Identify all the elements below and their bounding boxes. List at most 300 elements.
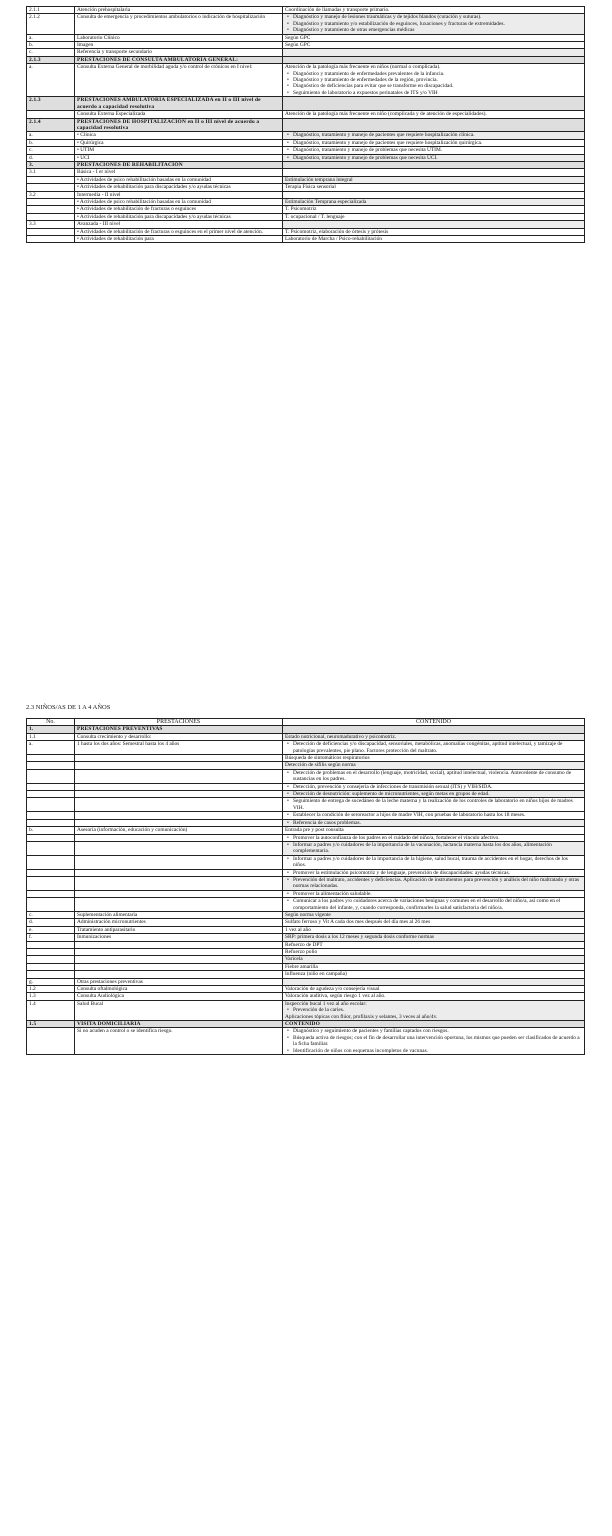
- row-number: 2.1.4: [27, 118, 75, 132]
- row-prestacion: PRESTACIONES DE REHABILITACIÓN: [75, 161, 283, 168]
- row-contenido: [283, 118, 585, 132]
- table-row: [27, 1028, 585, 1055]
- contenido-text: 1 vez al año: [285, 926, 311, 933]
- contenido-text: Según norma vigente: [285, 911, 331, 918]
- row-number: [27, 791, 75, 798]
- table-row: [27, 783, 585, 790]
- table-row: [27, 755, 585, 762]
- row-contenido: [283, 956, 585, 963]
- list-item: • Detección de deficiencias y/o discapacidad, sensoriales, metabólicas, anomalías congénitas, aptitud intelectual, y tamizaje de patologías prevalentes, pie plano. Factores protección del maltrato.: [293, 741, 582, 754]
- contenido-text: Atención de la patología más frecuente en niños (normal o complicada).: [285, 64, 441, 71]
- table-row: [27, 14, 585, 34]
- row-number: [27, 812, 75, 819]
- row-prestacion: Atención prehospitalaria: [75, 7, 283, 14]
- row-prestacion: Si no acuden a control o se identifica riesgo.: [75, 1028, 283, 1055]
- row-prestacion: PRESTACIONES AMBULATORIA ESPECIALIZADA en II o III nivel de acuerdo a capacidad resolutiva: [75, 97, 283, 111]
- table-row: [27, 798, 585, 812]
- table-row: [27, 726, 585, 733]
- row-number: [27, 971, 75, 978]
- contenido-text: Influenza (niño en campaña): [285, 971, 347, 978]
- contenido-text: Estimulación Temprana especializada: [285, 198, 367, 205]
- contenido-list: [285, 820, 582, 826]
- row-contenido: [283, 221, 585, 228]
- contenido-list: [285, 877, 582, 890]
- row-prestacion: PRESTACIONES PREVENTIVAS: [75, 726, 283, 733]
- row-contenido: [283, 132, 585, 139]
- row-prestacion: Imagen: [75, 42, 283, 49]
- table-row: [27, 769, 585, 783]
- contenido-text: Refuerzo polio: [285, 949, 318, 955]
- list-item: • Diagnóstico y tratamiento y/o estabilización de esguinces, luxaciones y fracturas de extremidades.: [293, 21, 582, 27]
- row-contenido: [283, 97, 585, 111]
- row-prestacion: • Actividades de rehabilitación para discapacidades y/o ayudas técnicas: [75, 184, 283, 191]
- row-contenido: [283, 869, 585, 876]
- row-contenido: [283, 841, 585, 855]
- row-prestacion: • UTIM: [75, 147, 283, 154]
- row-number: 1.4: [27, 1000, 75, 1020]
- row-number: [27, 769, 75, 783]
- table-row: [27, 132, 585, 139]
- row-contenido: [283, 56, 585, 63]
- row-number: a.: [27, 132, 75, 139]
- list-item: • Diagnóstico, tratamiento y manejo de pacientes que requiere hospitalización clínica.: [293, 132, 582, 138]
- table-row: [27, 64, 585, 97]
- contenido-text: Valoración de agudeza y/o consejería visual: [285, 986, 380, 993]
- row-prestacion: Inmunizaciones: [75, 934, 283, 941]
- row-number: a.: [27, 741, 75, 755]
- row-contenido: [283, 176, 585, 183]
- contenido-text: SRP: primera dosis a los 12 meses y segunda dosis conforme normas: [285, 934, 434, 941]
- row-number: d.: [27, 919, 75, 926]
- list-item: • Detección de problemas en el desarrollo (lenguaje, motricidad, social), aptitud intelectual, violencia. Antecedente de consumo de sustancias en los padres.: [293, 770, 582, 783]
- table-row: [27, 855, 585, 869]
- row-number: 1.: [27, 726, 75, 733]
- table-row: [27, 812, 585, 819]
- contenido-list: [285, 791, 582, 797]
- table-row: [27, 876, 585, 890]
- preventive-services-table: [26, 718, 585, 1055]
- row-prestacion: Básica - I er nivel: [75, 169, 283, 176]
- row-number: [27, 949, 75, 956]
- table-row: [27, 206, 585, 213]
- list-item: • Diagnóstico, tratamiento y manejo de pacientes que requiere hospitalización quirúrgica.: [293, 140, 582, 146]
- row-contenido: [283, 147, 585, 154]
- contenido-list: [285, 898, 582, 911]
- row-contenido: [283, 154, 585, 161]
- table-row: [27, 236, 585, 243]
- table-row: [27, 34, 585, 41]
- contenido-list: [285, 140, 582, 146]
- table-row: [27, 919, 585, 926]
- table-row: [27, 827, 585, 834]
- row-number: a.: [27, 34, 75, 41]
- list-item: • Prevención del maltrato, accidentes y deficiencias. Aplicación de instrumentos para prevención y análisis del niño maltratado y otras normas relacionadas.: [293, 877, 582, 890]
- row-contenido: [283, 139, 585, 146]
- row-number: 3.1: [27, 169, 75, 176]
- list-item: • Diagnóstico, tratamiento y manejo de problemas que necesita UCI.: [293, 155, 582, 161]
- row-prestacion: Avanzada - III nivel: [75, 221, 283, 228]
- row-prestacion: Administración micronutrientes: [75, 919, 283, 926]
- row-contenido: [283, 978, 585, 985]
- table-row: [27, 49, 585, 56]
- row-number: [27, 184, 75, 191]
- table-row: [27, 1000, 585, 1020]
- row-number: [27, 841, 75, 855]
- row-prestacion: [75, 876, 283, 890]
- section-caption: 2.3 NIÑOS/AS DE 1 A 4 AÑOS: [26, 704, 111, 711]
- table-row: [27, 890, 585, 897]
- list-item: • Diagnóstico y tratamiento de enfermedades de la región, provincia.: [293, 77, 582, 83]
- row-prestacion: Laboratorio Clínico: [75, 34, 283, 41]
- row-prestacion: • Quirúrgica: [75, 139, 283, 146]
- row-prestacion: [75, 791, 283, 798]
- contenido-list: [285, 784, 582, 790]
- list-item: • Detección de desnutrición: suplemento de micronutrientes, según metas en grupos de edad.: [293, 791, 582, 797]
- row-prestacion: 1 hasta los dos años: Semestral hasta los 4 años: [75, 741, 283, 755]
- row-prestacion: [75, 819, 283, 826]
- list-item: • Prevención de la caries.: [293, 1007, 582, 1013]
- contenido-text: Según GPC: [285, 34, 311, 41]
- contenido-list: [285, 14, 582, 33]
- row-number: 3.: [27, 161, 75, 168]
- contenido-list: [285, 812, 582, 818]
- row-number: [27, 762, 75, 769]
- contenido-text: T. Psicomotriz, elaboración de órtesis y prótesis: [285, 228, 389, 235]
- row-contenido: [283, 798, 585, 812]
- row-prestacion: Suplementación alimentaria: [75, 911, 283, 918]
- top-services-table: [26, 6, 585, 243]
- contenido-list: [285, 1007, 582, 1013]
- list-item: • Identificación de niños con esquemas incompletos de vacunas.: [293, 1048, 582, 1054]
- row-prestacion: [75, 855, 283, 869]
- table-row: [27, 118, 585, 132]
- row-prestacion: • Actividades de psico rehabilitación basadas en la comunidad: [75, 176, 283, 183]
- table-row: [27, 956, 585, 963]
- row-contenido: [283, 827, 585, 834]
- table-row: [27, 971, 585, 978]
- row-number: [27, 236, 75, 243]
- row-contenido: [283, 855, 585, 869]
- table-row: [27, 993, 585, 1000]
- row-prestacion: [75, 798, 283, 812]
- table-row: [27, 978, 585, 985]
- row-number: c.: [27, 911, 75, 918]
- contenido-text: T. ocupacional / T. lenguaje: [285, 213, 345, 220]
- row-number: [27, 834, 75, 841]
- table-row: [27, 154, 585, 161]
- list-item: • Establecer la condición de seroreactor a hijos de madre VIH, con pruebas de laboratorio hasta los 18 meses.: [293, 812, 582, 818]
- row-prestacion: Asesoría (información, educación y comunicación): [75, 827, 283, 834]
- row-contenido: [283, 986, 585, 993]
- list-item: • Promover la autoconfianza de los padres en el cuidado del niño/a, fortalecer el vínculo afectivo.: [293, 835, 582, 841]
- row-contenido: [283, 898, 585, 912]
- row-contenido: [283, 762, 585, 769]
- row-contenido: [283, 184, 585, 191]
- list-item: • Seguimiento de laboratorio a expuestos perinatales de ITS y/o VIH: [293, 90, 582, 96]
- row-contenido: [283, 1028, 585, 1055]
- row-prestacion: PRESTACIONES DE CONSULTA AMBULATORIA GENERAL:: [75, 56, 283, 63]
- row-prestacion: Consulta Externa General de morbilidad aguda y/o control de crónicos en I nivel:: [75, 64, 283, 97]
- row-prestacion: Referencia y transporte secundario: [75, 49, 283, 56]
- row-contenido: [283, 819, 585, 826]
- row-prestacion: [75, 956, 283, 963]
- row-contenido: [283, 876, 585, 890]
- table-row: [27, 176, 585, 183]
- contenido-list: [285, 132, 582, 138]
- contenido-text: Sulfato ferroso y Vit A cada dos mes después del día mes al 26 mes: [285, 919, 431, 926]
- row-number: [27, 755, 75, 762]
- contenido-text: Inspección bucal 1 vez al año escolar:: [285, 1000, 367, 1007]
- row-contenido: [283, 213, 585, 220]
- row-prestacion: VISITA DOMICILIARIA: [75, 1021, 283, 1028]
- table-header-row: [27, 719, 585, 726]
- row-contenido: [283, 783, 585, 790]
- table-row: [27, 56, 585, 63]
- table-row: [27, 198, 585, 205]
- header-prestaciones: PRESTACIONES: [75, 719, 283, 726]
- table-row: [27, 762, 585, 769]
- row-prestacion: Intermedia - II nivel: [75, 191, 283, 198]
- table-row: [27, 986, 585, 993]
- row-number: [27, 798, 75, 812]
- table-row: [27, 7, 585, 14]
- row-prestacion: [75, 869, 283, 876]
- contenido-text: Varicela: [285, 956, 303, 963]
- table-row: [27, 228, 585, 235]
- row-number: 2.1.1: [27, 7, 75, 14]
- row-number: [27, 176, 75, 183]
- table-row: [27, 213, 585, 220]
- row-contenido: [283, 1021, 585, 1028]
- row-number: b.: [27, 42, 75, 49]
- row-contenido: [283, 812, 585, 819]
- row-number: c.: [27, 49, 75, 56]
- row-contenido: [283, 34, 585, 41]
- table-row: [27, 147, 585, 154]
- row-contenido: [283, 941, 585, 948]
- row-number: c.: [27, 147, 75, 154]
- contenido-list: [285, 147, 582, 153]
- row-prestacion: [75, 783, 283, 790]
- row-prestacion: [75, 755, 283, 762]
- row-number: [27, 890, 75, 897]
- row-prestacion: [75, 834, 283, 841]
- list-item: • Promover la estimulación psicomotriz y de lenguaje, prevención de discapacidades: ayudas técnicas.: [293, 870, 582, 876]
- row-number: e.: [27, 926, 75, 933]
- table-row: [27, 42, 585, 49]
- row-prestacion: Consulta Audiológica: [75, 993, 283, 1000]
- row-contenido: [283, 733, 585, 740]
- row-number: [27, 1028, 75, 1055]
- row-contenido: [283, 834, 585, 841]
- row-prestacion: • Actividades de rehabilitación de fracturas o esguinces en el primer nivel de atención.: [75, 228, 283, 235]
- row-prestacion: Consulta oftalmológica: [75, 986, 283, 993]
- contenido-text: Valoración auditiva, según riesgo 1 vez al año.: [285, 993, 386, 1000]
- table-row: [27, 139, 585, 146]
- contenido-text: Búsqueda de sintomáticos respiratorios: [285, 755, 370, 762]
- row-number: [27, 956, 75, 963]
- list-item: • Informar a padres y/o cuidadores de la importancia de la higiene, salud bucal, trauma de accidentes en el hogar, derechos de los niños.: [293, 856, 582, 869]
- row-contenido: [283, 206, 585, 213]
- table-row: [27, 949, 585, 956]
- row-contenido: [283, 755, 585, 762]
- table-row: [27, 926, 585, 933]
- row-contenido: [283, 971, 585, 978]
- table-row: [27, 733, 585, 740]
- contenido-text: Entrada pre y post consulta: [285, 827, 344, 834]
- list-item: • Diagnóstico y tratamiento de enfermedades prevalentes de la infancia.: [293, 71, 582, 77]
- table-row: [27, 941, 585, 948]
- row-number: [27, 198, 75, 205]
- row-number: a.: [27, 64, 75, 97]
- table-row: [27, 791, 585, 798]
- row-contenido: [283, 791, 585, 798]
- row-number: [27, 228, 75, 235]
- contenido-list: [285, 891, 582, 897]
- row-number: 2.1.3: [27, 56, 75, 63]
- row-prestacion: [75, 971, 283, 978]
- row-number: b.: [27, 139, 75, 146]
- list-item: • Informar a padres y/o cuidadores de la importancia de la vacunación, lactancia materna hasta los dos años, alimentación complementaria.: [293, 842, 582, 855]
- table-row: [27, 834, 585, 841]
- list-item: • Diagnóstico y manejo de lesiones traumáticas y de tejidos blandos (curación y suturas).: [293, 14, 582, 20]
- row-prestacion: • Actividades de rehabilitación de fracturas o esguinces: [75, 206, 283, 213]
- contenido-extra: Aplicaciones tópicas con flúor, profilaxis y selantes, 3 veces al año/4v.: [285, 1013, 438, 1020]
- row-number: [27, 855, 75, 869]
- row-number: f.: [27, 934, 75, 941]
- row-prestacion: [75, 963, 283, 970]
- row-contenido: [283, 42, 585, 49]
- table-row: [27, 898, 585, 912]
- row-prestacion: • Actividades de rehabilitación para: [75, 236, 283, 243]
- row-contenido: [283, 926, 585, 933]
- contenido-list: [285, 741, 582, 754]
- row-number: 1.2: [27, 986, 75, 993]
- row-prestacion: Otras prestaciones preventivas: [75, 978, 283, 985]
- row-number: [27, 213, 75, 220]
- table-row: [27, 97, 585, 111]
- row-contenido: [283, 769, 585, 783]
- list-item: • Diagnóstico y tratamiento de otras emergencias médicas: [293, 27, 582, 33]
- list-item: • Búsqueda activa de riesgos; con el fin de desarrollar una intervención oportuna, los mismos que pueden ser clasificados de acuerdo a la ficha familiar.: [293, 1035, 582, 1048]
- row-number: g.: [27, 978, 75, 985]
- row-contenido: [283, 111, 585, 118]
- list-item: • Diagnóstico y seguimiento de pacientes y familias captados con riesgos.: [293, 1028, 582, 1034]
- contenido-list: [285, 842, 582, 855]
- table-row: [27, 819, 585, 826]
- row-prestacion: PRESTACIONES DE HOSPITALIZACIÓN en II o III nivel de acuerdo a capacidad resolutiva: [75, 118, 283, 132]
- row-contenido: [283, 49, 585, 56]
- table-row: [27, 963, 585, 970]
- row-contenido: [283, 890, 585, 897]
- contenido-text: Refuerzo de DPT: [285, 941, 323, 948]
- row-number: [27, 941, 75, 948]
- table-row: [27, 741, 585, 755]
- row-contenido: [283, 741, 585, 755]
- table-row: [27, 841, 585, 855]
- contenido-list: [285, 1028, 582, 1054]
- row-number: 1.3: [27, 993, 75, 1000]
- contenido-text: Terapia Física sensorial: [285, 184, 336, 191]
- contenido-list: [285, 71, 582, 97]
- row-prestacion: Consulta Externa Especializada: [75, 111, 283, 118]
- row-number: [27, 111, 75, 118]
- contenido-text: Según GPC: [285, 42, 311, 49]
- table-row: [27, 221, 585, 228]
- contenido-list: [285, 798, 582, 811]
- row-contenido: [283, 934, 585, 941]
- row-number: 2.1.2: [27, 14, 75, 34]
- row-number: b.: [27, 827, 75, 834]
- row-contenido: [283, 198, 585, 205]
- row-contenido: [283, 228, 585, 235]
- row-prestacion: [75, 812, 283, 819]
- table-row: [27, 911, 585, 918]
- row-number: 3.3: [27, 221, 75, 228]
- row-contenido: [283, 919, 585, 926]
- row-prestacion: [75, 841, 283, 855]
- row-contenido: [283, 993, 585, 1000]
- contenido-text: T. Psicomotriz: [285, 206, 317, 213]
- row-prestacion: [75, 890, 283, 897]
- list-item: • Comunicar a los padres y/o cuidadores acerca de variaciones benignas y comunes en el desarrollo del niño/a, así como en el comportamiento del infante, y, cuando corresponda, confirmarles la salud satisfactoria del niño/a.: [293, 898, 582, 911]
- table-row: [27, 184, 585, 191]
- contenido-list: [285, 155, 582, 161]
- row-contenido: [283, 161, 585, 168]
- contenido-text: Fiebre amarilla: [285, 963, 318, 970]
- list-item: • Promover la alimentación saludable.: [293, 891, 582, 897]
- row-prestacion: • Actividades de rehabilitación para discapacidades y/o ayudas técnicas: [75, 213, 283, 220]
- contenido-text: Laboratorio de Marcha / Psico-rehabilitación: [285, 236, 382, 242]
- table-row: [27, 111, 585, 118]
- contenido-list: [285, 870, 582, 876]
- row-number: d.: [27, 154, 75, 161]
- row-contenido: [283, 14, 585, 34]
- row-prestacion: • Clínica: [75, 132, 283, 139]
- row-prestacion: • Actividades de psico rehabilitación basadas en la comunidad: [75, 198, 283, 205]
- contenido-text: CONTENIDO: [285, 1021, 321, 1028]
- table-row: [27, 191, 585, 198]
- row-contenido: [283, 169, 585, 176]
- row-prestacion: Consulta crecimiento y desarrollo:: [75, 733, 283, 740]
- header-no: No.: [27, 719, 75, 726]
- row-number: [27, 819, 75, 826]
- row-number: 3.2: [27, 191, 75, 198]
- row-contenido: [283, 64, 585, 97]
- row-number: [27, 898, 75, 912]
- table-row: [27, 1021, 585, 1028]
- row-contenido: [283, 7, 585, 14]
- contenido-text: Estimulación temprana integral: [285, 176, 353, 183]
- list-item: • Detección, prevención y consejería de infecciones de transmisión sexual (ITS) y VIH/SIDA.: [293, 784, 582, 790]
- row-contenido: [283, 1000, 585, 1020]
- row-contenido: [283, 963, 585, 970]
- row-contenido: [283, 911, 585, 918]
- row-prestacion: [75, 762, 283, 769]
- list-item: • Diagnóstico de deficiencias para evitar que se transforme en discapacidad.: [293, 83, 582, 89]
- contenido-list: [285, 835, 582, 841]
- row-prestacion: Tratamiento antiparasitario: [75, 926, 283, 933]
- row-contenido: [283, 191, 585, 198]
- list-item: • Referencia de casos problemas.: [293, 820, 582, 826]
- table-row: [27, 934, 585, 941]
- row-number: 1.5: [27, 1021, 75, 1028]
- row-prestacion: [75, 949, 283, 956]
- contenido-list: [285, 770, 582, 783]
- row-prestacion: • UCI: [75, 154, 283, 161]
- list-item: • Diagnóstico, tratamiento y manejo de problemas que necesita UTIM.: [293, 147, 582, 153]
- table-row: [27, 161, 585, 168]
